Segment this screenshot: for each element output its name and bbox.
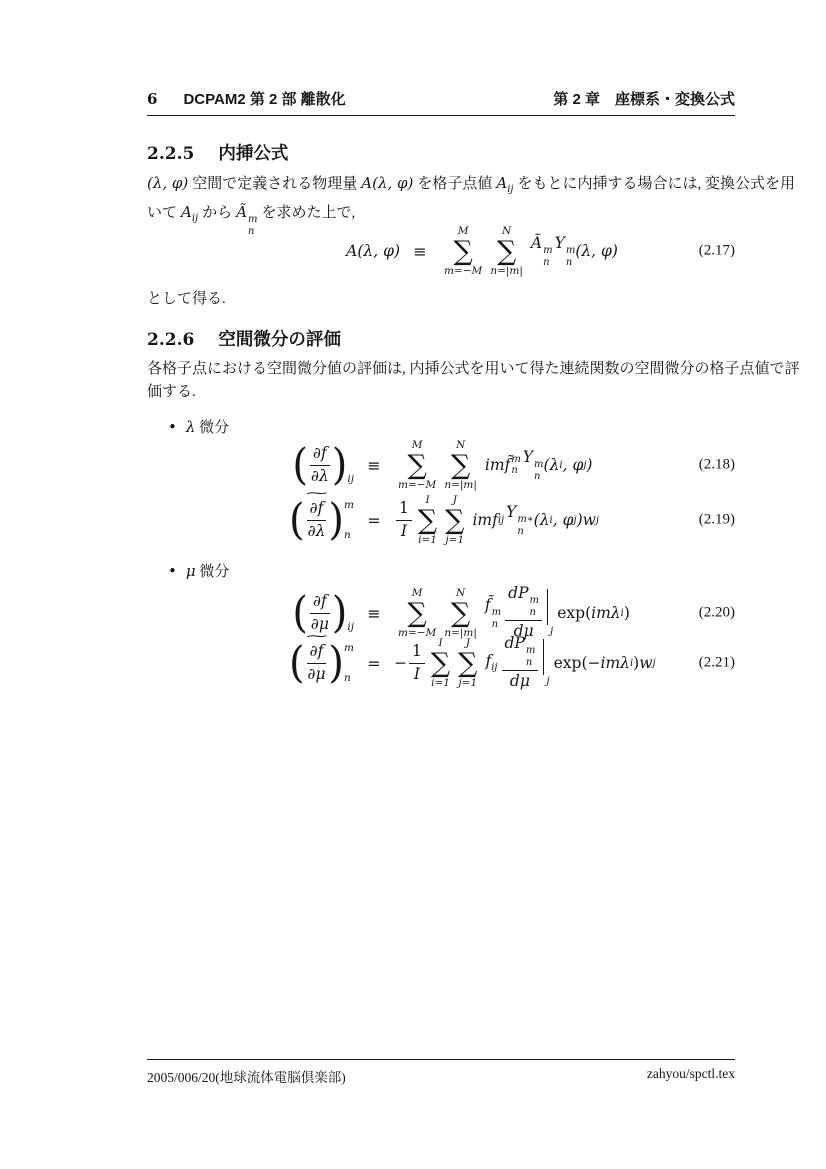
- right-paren: ): [328, 495, 345, 545]
- section-heading-225: [147, 140, 735, 165]
- fraction: $\frac{\partial f}{\partial\lambda}$: [310, 443, 329, 485]
- relation-symbol: =: [367, 653, 381, 673]
- equation-2-18: [147, 438, 735, 492]
- header-left-title: DCPAM2 第 2 部 離散化: [183, 91, 346, 108]
- eval-bar: j: [547, 589, 553, 637]
- fraction: dP m n dμ: [502, 635, 539, 691]
- paragraph-line: 価する.: [147, 384, 196, 400]
- page-number: 6: [147, 90, 158, 108]
- bullet-icon: •: [168, 418, 177, 436]
- eval-bar: j: [543, 639, 549, 687]
- equation-2-19: [147, 485, 735, 548]
- right-paren: ): [331, 440, 348, 490]
- fraction: $\frac{1}{I}$: [409, 643, 425, 684]
- wide-tilde: ∼: [303, 628, 330, 643]
- section-number: 2.2.5: [147, 144, 195, 164]
- equation-rhs: $\frac{1}{I}$ I ∑ i=1 J ∑ j=1 im f ij Y m∗ n (λ i , φ j ) w j: [394, 494, 599, 546]
- fraction: $\frac{\partial f}{\partial\lambda}$: [307, 498, 326, 540]
- fraction: dP m n dμ: [505, 585, 542, 641]
- right-paren: ): [328, 638, 345, 688]
- left-paren: (: [292, 588, 308, 638]
- relation-symbol: ≡: [413, 241, 427, 261]
- left-paren: (: [292, 440, 308, 490]
- summation: J ∑ j=1: [445, 493, 465, 546]
- summation: N ∑ n=|m|: [444, 438, 477, 491]
- section-title: 内挿公式: [218, 143, 289, 163]
- fraction: $\frac{\partial f}{\partial\mu}$: [307, 641, 326, 683]
- footer-rule: [147, 1059, 735, 1060]
- section-number: 2.2.6: [147, 330, 195, 350]
- after-equation-text: として得る.: [147, 291, 226, 307]
- paragraph-line: いて $A_{ij}$ から Ã m n を求めた上で,: [147, 203, 356, 237]
- relation-symbol: ≡: [367, 455, 381, 475]
- equation-2-17: [147, 222, 735, 280]
- equation-rhs: M ∑ m=−M N ∑ n=|m| im f̃ m n Y m n (λ i , φ j ): [398, 438, 593, 491]
- equation-rhs: M ∑ m=−M N ∑ n=|m| f̃ m n dP m n dμ j exp( imλ i ): [398, 584, 630, 641]
- equation-tag: (2.19): [698, 511, 735, 528]
- bullet-icon: •: [168, 562, 177, 580]
- left-paren: (: [289, 495, 305, 545]
- summation: M ∑ m=−M: [398, 438, 437, 491]
- summation: N ∑ n=|m|: [444, 586, 477, 639]
- equation-tag: (2.18): [698, 456, 735, 473]
- summation: I ∑ i=1: [430, 636, 451, 689]
- summation: J ∑ j=1: [458, 636, 478, 689]
- bullet-lambda-derivative: • λ 微分: [168, 418, 230, 436]
- equation-rhs: M ∑ m=−M N ∑ n=|m| Ã m n Y m n (λ, φ): [444, 224, 618, 277]
- header-rule: [147, 115, 735, 116]
- equation-tag: (2.21): [698, 654, 735, 671]
- page-header: [147, 88, 735, 116]
- wide-tilde: ∼: [303, 485, 330, 500]
- footer-date: 2005/006/20(地球流体電脳倶楽部): [147, 1070, 346, 1085]
- paragraph-line: (λ, φ) 空間で定義される物理量 A(λ, φ) を格子点値 $A_{ij}$ をもとに内挿する場合には, 変換公式を用: [147, 174, 796, 195]
- header-chapter: 第 2 章 座標系・変換公式: [553, 91, 735, 108]
- equation-rhs: − $\frac{1}{I}$ I ∑ i=1 J ∑ j=1 $f_{ij}$ dP m n dμ j exp( −imλ i ) w j: [394, 634, 656, 691]
- equation-lhs: A (λ, φ): [346, 242, 400, 260]
- left-paren: (: [289, 638, 305, 688]
- summation: M ∑ m=−M: [444, 224, 483, 277]
- equation-lhs: ( ∼ $\frac{\partial f}{\partial\mu}$ ) m n: [147, 637, 354, 689]
- equation-tag: (2.17): [698, 242, 735, 259]
- equation-tag: (2.20): [698, 604, 735, 621]
- equation-lhs: ( $\frac{\partial f}{\partial\lambda}$ ) $_{ij}$: [292, 440, 354, 490]
- equation-2-21: [147, 628, 735, 692]
- bullet-mu-derivative: • μ 微分: [168, 562, 230, 580]
- right-paren: ): [331, 588, 348, 638]
- fraction: $\frac{1}{I}$: [396, 500, 412, 541]
- relation-symbol: ≡: [367, 603, 381, 623]
- relation-symbol: =: [367, 510, 381, 530]
- summation: I ∑ i=1: [417, 493, 438, 546]
- equation-lhs: ( $\frac{\partial f}{\partial\mu}$ ) $_{ij}$: [292, 588, 354, 638]
- minus-sign: −: [394, 654, 407, 672]
- equation-lhs: ( ∼ $\frac{\partial f}{\partial\lambda}$ ) m n: [147, 494, 354, 546]
- summation: N ∑ n=|m|: [490, 224, 523, 277]
- paragraph-line: 各格子点における空間微分値の評価は, 内挿公式を用いて得た連続関数の空間微分の格子点値で評: [147, 361, 800, 377]
- page-footer: [147, 1066, 735, 1086]
- summation: M ∑ m=−M: [398, 586, 437, 639]
- section-heading-226: [147, 326, 735, 351]
- footer-filename: zahyou/spctl.tex: [646, 1066, 735, 1081]
- paragraph-226: [147, 358, 800, 404]
- fraction: $\frac{\partial f}{\partial\mu}$: [310, 591, 329, 633]
- section-title: 空間微分の評価: [218, 329, 341, 349]
